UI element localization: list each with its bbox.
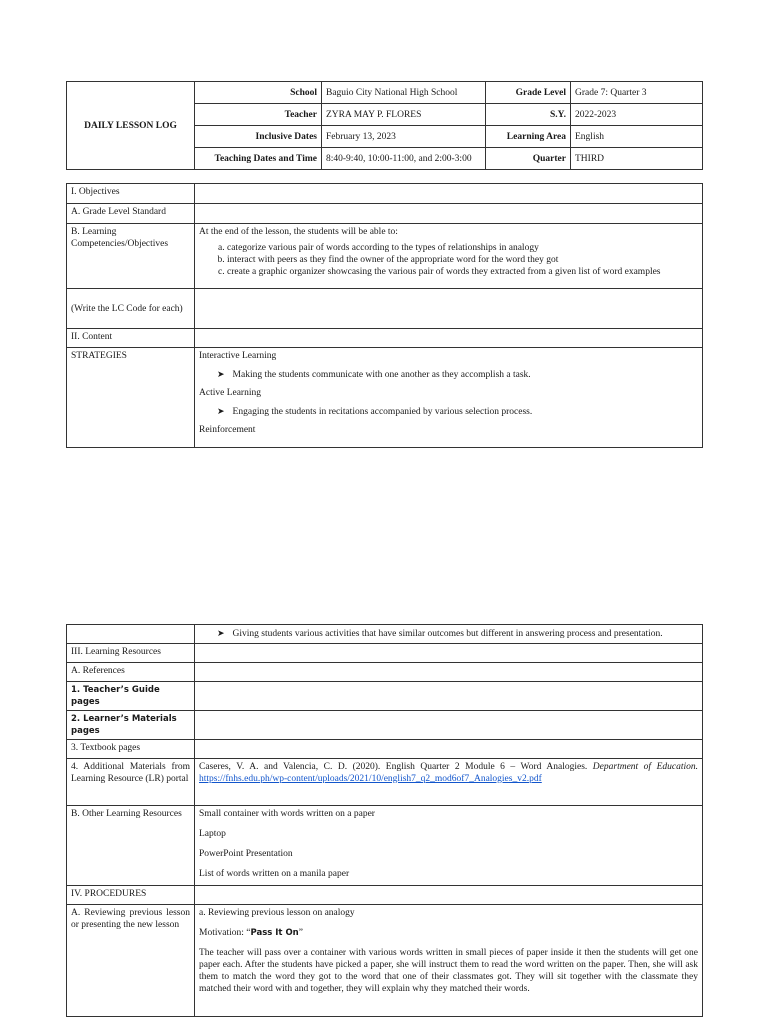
grade-value: Grade 7: Quarter 3 — [571, 82, 703, 104]
arrow-bullet-icon: ➤ — [217, 369, 225, 379]
objectives-intro: At the end of the lesson, the students will be able to: — [199, 227, 398, 237]
strategies-label: STRATEGIES — [67, 348, 195, 448]
strategies-cell — [195, 348, 703, 448]
motivation-label: Motivation: “ — [199, 928, 251, 938]
arrow-bullet-icon: ➤ — [217, 406, 225, 416]
school-label: School — [195, 82, 322, 104]
references-cell — [195, 663, 703, 682]
content-cell — [195, 329, 703, 348]
objectives-list — [199, 242, 698, 278]
list-item: a. categorize various pair of words according to the types of relationships in analogy — [227, 242, 698, 254]
time-label: Teaching Dates and Time — [195, 148, 322, 170]
dates-value: February 13, 2023 — [322, 126, 486, 148]
textbook-label: 3. Textbook pages — [67, 740, 195, 759]
reviewing-cell — [195, 905, 703, 1017]
competencies-label: B. Learning Competencies/Objectives — [67, 224, 195, 289]
teachers-guide-label: 1. Teacher’s Guide pages — [67, 682, 195, 711]
review-item: a. Reviewing previous lesson on analogy — [199, 908, 355, 918]
citation-text: Caseres, V. A. and Valencia, C. D. (2020). English Quarter 2 Module 6 – Word Analogies. — [199, 762, 588, 772]
other-resources-cell — [195, 806, 703, 886]
competencies-cell — [195, 224, 703, 289]
lc-code-label: (Write the LC Code for each) — [67, 289, 195, 329]
teacher-label: Teacher — [195, 104, 322, 126]
citation-source: Department of Education. — [592, 762, 699, 772]
list-item: c. create a graphic organizer showcasing the various pair of words they extracted from a given list of word examples — [227, 266, 698, 278]
teachers-guide-cell — [195, 682, 703, 711]
arrow-bullet-icon: ➤ — [217, 628, 225, 638]
procedures-cell — [195, 886, 703, 905]
objectives-heading: I. Objectives — [67, 184, 195, 204]
teacher-value: ZYRA MAY P. FLORES — [322, 104, 486, 126]
resources-cell — [195, 644, 703, 663]
strategy-reinforcement: Reinforcement — [199, 425, 256, 435]
header-table — [66, 81, 703, 170]
motivation-text: The teacher will pass over a container with various words written in small pieces of paper inside it then the students will get one paper each. After the students have picked a paper, she will instruct them to read the word written on the paper. Then, she will ask them to match the word they got to the word that one of their classmates got. They will sit together with the classmate they matched their word with and together, they will explain why they matched their words. — [199, 948, 698, 994]
area-label: Learning Area — [486, 126, 571, 148]
list-item: Small container with words written on a paper — [199, 809, 375, 819]
motivation-title: Pass It On — [250, 928, 299, 938]
resources-heading: III. Learning Resources — [67, 644, 195, 663]
strategy-bullet: Engaging the students in recitations accompanied by various selection process. — [232, 407, 533, 417]
list-item: Laptop — [199, 829, 226, 839]
content-heading: II. Content — [67, 329, 195, 348]
dates-label: Inclusive Dates — [195, 126, 322, 148]
strategy-active: Active Learning — [199, 388, 261, 398]
lc-code-cell — [195, 289, 703, 329]
strategy-interactive: Interactive Learning — [199, 351, 277, 361]
list-item: PowerPoint Presentation — [199, 849, 293, 859]
grade-standard-label: A. Grade Level Standard — [67, 204, 195, 224]
additional-materials-cell — [195, 759, 703, 806]
motivation-end: ” — [298, 928, 303, 938]
continued-cell — [195, 625, 703, 644]
document-title: DAILY LESSON LOG — [67, 82, 195, 170]
list-item: b. interact with peers as they find the owner of the appropriate word for the word they got — [227, 254, 698, 266]
quarter-label: Quarter — [486, 148, 571, 170]
learners-materials-cell — [195, 711, 703, 740]
learners-materials-label: 2. Learner’s Materials pages — [67, 711, 195, 740]
lesson-plan-table-1 — [66, 183, 703, 448]
other-resources-label: B. Other Learning Resources — [67, 806, 195, 886]
school-value: Baguio City National High School — [322, 82, 486, 104]
time-value: 8:40-9:40, 10:00-11:00, and 2:00-3:00 — [322, 148, 486, 170]
grade-label: Grade Level — [486, 82, 571, 104]
citation-link[interactable]: https://fnhs.edu.ph/wp-content/uploads/2021/10/english7_q2_mod6of7_Analogies_v2.pdf — [199, 774, 542, 784]
procedures-heading: IV. PROCEDURES — [67, 886, 195, 905]
area-value: English — [571, 126, 703, 148]
strategy-bullet: Making the students communicate with one another as they accomplish a task. — [232, 370, 531, 380]
lesson-plan-table-2 — [66, 624, 703, 1017]
grade-standard-cell — [195, 204, 703, 224]
strategy-bullet: Giving students various activities that have similar outcomes but different in answering process and presentation. — [232, 629, 663, 639]
reviewing-label: A. Reviewing previous lesson or presenting the new lesson — [67, 905, 195, 1017]
quarter-value: THIRD — [571, 148, 703, 170]
list-item: List of words written on a manila paper — [199, 869, 350, 879]
additional-materials-label: 4. Additional Materials from Learning Resource (LR) portal — [67, 759, 195, 806]
objectives-cell — [195, 184, 703, 204]
sy-value: 2022-2023 — [571, 104, 703, 126]
textbook-cell — [195, 740, 703, 759]
references-label: A. References — [67, 663, 195, 682]
sy-label: S.Y. — [486, 104, 571, 126]
continued-label-cell — [67, 625, 195, 644]
